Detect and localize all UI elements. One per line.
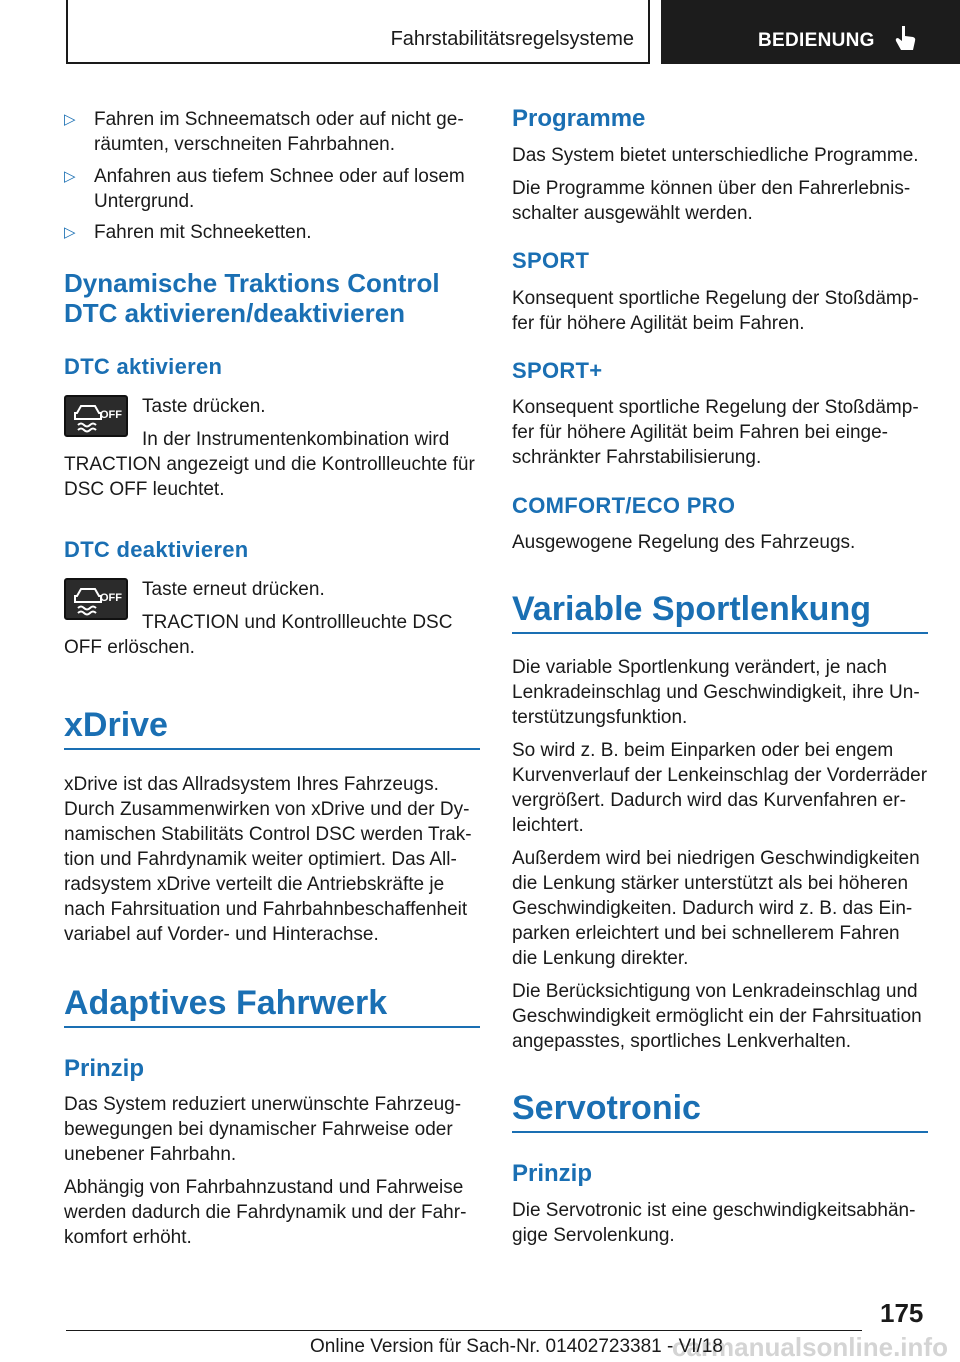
list-item: ▷ Fahren im Schneematsch oder auf nicht geräumten, verschneiten Fahrbahnen. bbox=[64, 109, 464, 155]
servo-text: Die Servotronic ist eine geschwindigkeitsabhängige Servolenkung. bbox=[512, 1200, 916, 1246]
dtc-heading-line-1: Dynamische Traktions Control bbox=[64, 268, 440, 298]
programme-text-2: Die Programme können über den Fahrerlebnisschalter ausgewählt werden. bbox=[512, 178, 911, 224]
bullet-triangle-icon: ▷ bbox=[64, 168, 76, 185]
header-chapter-title: BEDIENUNG bbox=[758, 30, 875, 51]
dtc-on-text-1: In der Instrumentenkombination wird bbox=[142, 429, 450, 450]
list-item: ▷ Anfahren aus tiefem Schnee oder auf losem Untergrund. bbox=[64, 166, 465, 212]
section-rule bbox=[512, 1131, 928, 1133]
sport-heading: SPORT bbox=[512, 248, 590, 273]
dtc-off-heading: DTC deaktivieren bbox=[64, 537, 249, 562]
lenkung-text-3: Außerdem wird bei niedrigen Geschwindigkeiten die Lenkung stärker unterstützt als bei höheren Geschwindigkeiten. Dadurch wird z. B. das Einparken erleichtert und bei schnellerem Fahren die Lenkung direkter. bbox=[512, 848, 920, 969]
list-item: ▷ Fahren mit Schneeketten. bbox=[64, 222, 312, 243]
prinzip-text-1: Das System reduziert unerwünschte Fahrzeugbewegungen bei dynamischer Fahrweise oder unebener Fahrbahn. bbox=[64, 1094, 462, 1165]
button-off-label: OFF bbox=[100, 409, 122, 421]
xdrive-text: xDrive ist das Allradsystem Ihres Fahrzeugs. Durch Zusammenwirken von xDrive und der Dynamischen Stabilitäts Control DSC werden Traktion und Fahrdynamik weiter optimiert. Das Allradsystem xDrive verteilt die Antriebskräfte je nach Fahrsituation und Fahrbahnbeschaffenheit variabel auf Vorder- und Hinterachse. bbox=[64, 774, 472, 945]
footer-rule bbox=[66, 1330, 862, 1331]
header-section-box bbox=[66, 0, 650, 64]
section-rule bbox=[64, 1026, 480, 1028]
dtc-on-step: Taste drücken. bbox=[142, 396, 266, 417]
dtc-off-text-2: OFF erlöschen. bbox=[64, 637, 195, 658]
dtc-button-image bbox=[64, 395, 128, 437]
sport-text: Konsequent sportliche Regelung der Stoßdämpfer für höhere Agilität beim Fahren. bbox=[512, 288, 919, 334]
fahrwerk-heading: Adaptives Fahrwerk bbox=[64, 984, 388, 1022]
comfort-text: Ausgewogene Regelung des Fahrzeugs. bbox=[512, 532, 856, 553]
pointing-hand-icon bbox=[893, 24, 919, 52]
lenkung-text-1: Die variable Sportlenkung verändert, je nach Lenkradeinschlag und Geschwindigkeit, ihre Unterstützungsfunktion. bbox=[512, 657, 920, 728]
watermark: carmanualsonline.info bbox=[672, 1332, 948, 1362]
sportplus-text: Konsequent sportliche Regelung der Stoßdämpfer für höhere Agilität beim Fahren bei eingeschränkter Fahrstabilisierung. bbox=[512, 397, 919, 468]
dtc-button-image bbox=[64, 578, 128, 620]
header-chapter-box bbox=[661, 0, 960, 64]
dtc-heading-line-2: DTC aktivieren/deaktivieren bbox=[64, 298, 406, 328]
section-rule bbox=[512, 632, 928, 634]
online-version-text: Online Version für Sach-Nr. 01402723381 - VI/18 bbox=[310, 1336, 723, 1357]
button-off-label: OFF bbox=[100, 592, 122, 604]
bullet-triangle-icon: ▷ bbox=[64, 111, 76, 128]
dtc-on-text-2: TRACTION angezeigt und die Kontrollleuchte für DSC OFF leuchtet. bbox=[64, 454, 475, 500]
lenkung-heading: Variable Sportlenkung bbox=[512, 590, 871, 628]
comfort-heading: COMFORT/ECO PRO bbox=[512, 493, 736, 518]
dtc-off-step: Taste erneut drücken. bbox=[142, 579, 325, 600]
prinzip-text-2: Abhängig von Fahrbahnzustand und Fahrweise werden dadurch die Fahrdynamik und der Fahrkomfort erhöht. bbox=[64, 1177, 467, 1248]
prinzip-heading: Prinzip bbox=[64, 1055, 145, 1082]
servo-heading: Servotronic bbox=[512, 1089, 701, 1127]
section-rule bbox=[64, 748, 480, 750]
programme-text-1: Das System bietet unterschiedliche Programme. bbox=[512, 145, 919, 166]
lenkung-text-2: So wird z. B. beim Einparken oder bei engem Kurvenverlauf der Lenkeinschlag der Vorderräder vergrößert. Dadurch wird das Kurvenfahren erleichtert. bbox=[512, 740, 928, 836]
lenkung-text-4: Die Berücksichtigung von Lenkradeinschlag und Geschwindigkeit ermöglicht ein der Fahrsituation angepasstes, sportliches Lenkverhalten. bbox=[512, 981, 922, 1052]
sportplus-heading: SPORT+ bbox=[512, 358, 603, 383]
dtc-off-text-1: TRACTION und Kontrollleuchte DSC bbox=[142, 612, 453, 633]
page-number: 175 bbox=[880, 1298, 924, 1328]
programme-heading: Programme bbox=[512, 105, 646, 132]
bullet-triangle-icon: ▷ bbox=[64, 224, 76, 241]
xdrive-heading: xDrive bbox=[64, 706, 168, 744]
header-section-title: Fahrstabilitätsregelsysteme bbox=[390, 28, 634, 50]
servo-prinzip-heading: Prinzip bbox=[512, 1160, 593, 1187]
dtc-on-heading: DTC aktivieren bbox=[64, 354, 223, 379]
